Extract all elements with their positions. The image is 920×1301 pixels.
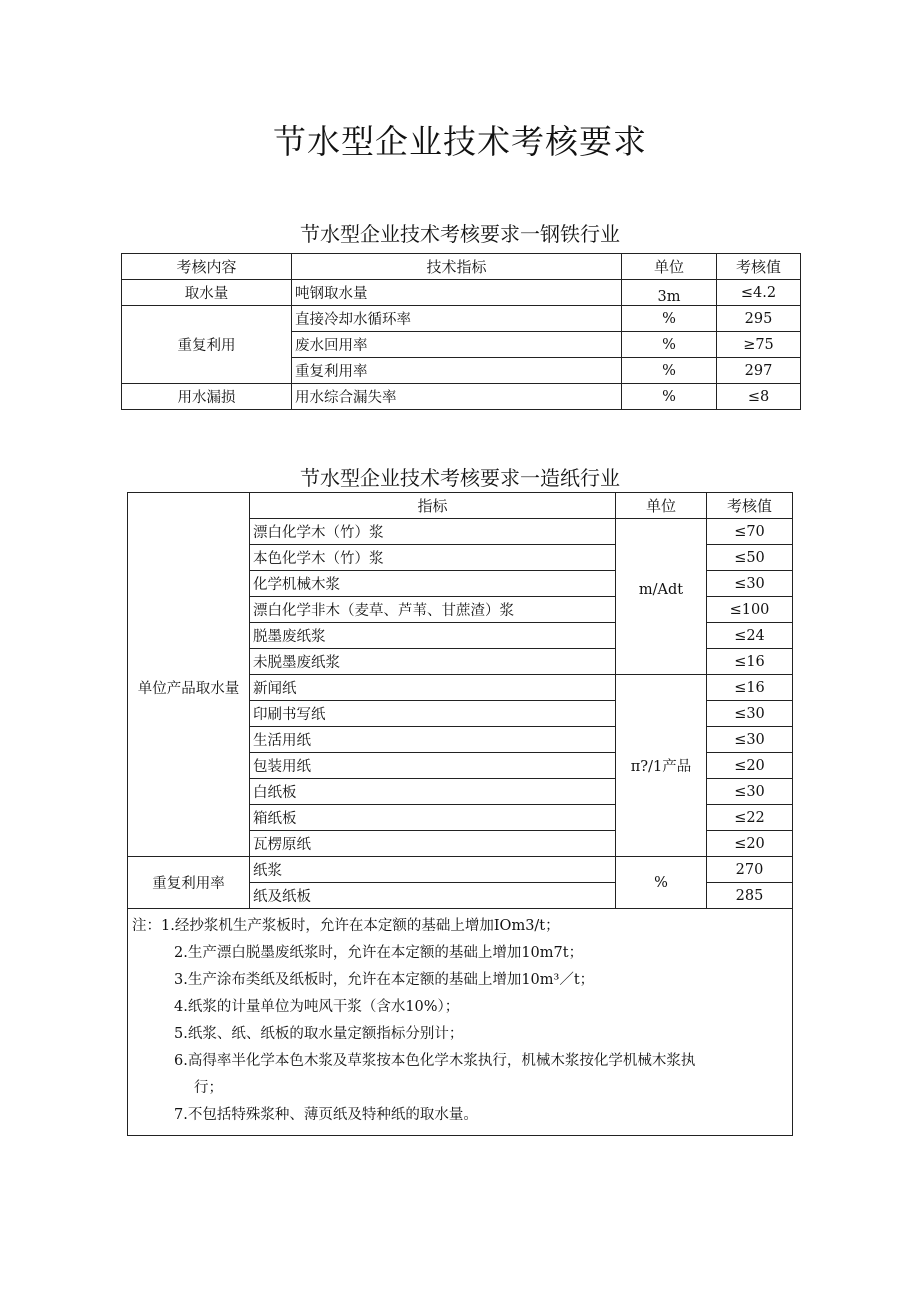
note-line: 注：1.经抄浆机生产浆板时，允许在本定额的基础上增加IOm3/t； [132, 918, 560, 934]
indicator-cell: 吨钢取水量 [292, 280, 622, 306]
value-cell: ≤100 [707, 597, 793, 623]
page-title: 节水型企业技术考核要求 [273, 122, 647, 161]
category-cell: 重复利用 [122, 306, 292, 384]
notes-row [128, 909, 793, 1136]
value-cell: ≤30 [707, 571, 793, 597]
indicator-cell: 纸浆 [250, 857, 616, 883]
indicator-cell: 漂白化学木（竹）浆 [250, 519, 616, 545]
indicator-cell: 生活用纸 [250, 727, 616, 753]
value-cell: ≤4.2 [717, 280, 801, 306]
indicator-cell: 脱墨废纸浆 [250, 623, 616, 649]
table-row [122, 306, 801, 332]
paper-table [127, 492, 793, 1136]
value-cell: ≤20 [707, 831, 793, 857]
value-cell: ≤50 [707, 545, 793, 571]
value-cell: ≤70 [707, 519, 793, 545]
value-cell: ≤24 [707, 623, 793, 649]
value-cell: ≤20 [707, 753, 793, 779]
note-line: 行； [194, 1080, 223, 1096]
value-cell: ≤30 [707, 701, 793, 727]
note-line: 7.不包括特殊浆种、薄页纸及特种纸的取水量。 [174, 1107, 478, 1123]
paper-header-unit: 单位 [616, 493, 707, 519]
steel-header-value: 考核值 [717, 254, 801, 280]
paper-header-value: 考核值 [707, 493, 793, 519]
table-row [122, 280, 801, 306]
paper-header-indicator: 指标 [250, 493, 616, 519]
unit-cell: π?/1产品 [616, 675, 707, 857]
value-cell: 285 [707, 883, 793, 909]
steel-table [121, 253, 801, 410]
value-cell: 295 [717, 306, 801, 332]
indicator-cell: 化学机械木浆 [250, 571, 616, 597]
steel-header-unit: 单位 [622, 254, 717, 280]
category-cell: 取水量 [122, 280, 292, 306]
steel-header-row [122, 254, 801, 280]
table-row [122, 384, 801, 410]
blank-header-cell [128, 493, 250, 519]
paper-header-row [128, 493, 793, 519]
notes-cell [128, 909, 793, 1136]
note-line: 6.高得率半化学本色木浆及草浆按本色化学木浆执行，机械木浆按化学机械木浆执 [174, 1053, 696, 1069]
value-cell: ≤8 [717, 384, 801, 410]
unit-cell: % [622, 384, 717, 410]
table-row [128, 519, 793, 545]
category-cell: 重复利用率 [128, 857, 250, 909]
value-cell: ≤16 [707, 675, 793, 701]
indicator-cell: 用水综合漏失率 [292, 384, 622, 410]
indicator-cell: 本色化学木（竹）浆 [250, 545, 616, 571]
indicator-cell: 漂白化学非木（麦草、芦苇、甘蔗渣）浆 [250, 597, 616, 623]
value-cell: 297 [717, 358, 801, 384]
indicator-cell: 未脱墨废纸浆 [250, 649, 616, 675]
value-cell: 270 [707, 857, 793, 883]
indicator-cell: 废水回用率 [292, 332, 622, 358]
steel-header-category: 考核内容 [122, 254, 292, 280]
note-line: 4.纸浆的计量单位为吨风干浆（含水10%）； [174, 999, 460, 1015]
value-cell: ≥75 [717, 332, 801, 358]
indicator-cell: 白纸板 [250, 779, 616, 805]
note-line: 5.纸浆、纸、纸板的取水量定额指标分别计； [174, 1026, 464, 1042]
note-line: 2.生产漂白脱墨废纸浆时，允许在本定额的基础上增加10m7t； [174, 945, 584, 961]
indicator-cell: 纸及纸板 [250, 883, 616, 909]
value-cell: ≤30 [707, 727, 793, 753]
value-cell: ≤16 [707, 649, 793, 675]
unit-cell: % [622, 332, 717, 358]
unit-cell: % [622, 358, 717, 384]
category-cell: 单位产品取水量 [128, 519, 250, 857]
indicator-cell: 包装用纸 [250, 753, 616, 779]
unit-cell: m/Adt [616, 519, 707, 675]
category-cell: 用水漏损 [122, 384, 292, 410]
steel-table-title: 节水型企业技术考核要求一钢铁行业 [300, 222, 620, 246]
paper-table-title: 节水型企业技术考核要求一造纸行业 [300, 466, 620, 490]
indicator-cell: 瓦楞原纸 [250, 831, 616, 857]
table-row [128, 857, 793, 883]
steel-header-indicator: 技术指标 [292, 254, 622, 280]
indicator-cell: 箱纸板 [250, 805, 616, 831]
unit-cell: 3m [622, 280, 717, 306]
value-cell: ≤22 [707, 805, 793, 831]
unit-cell: % [622, 306, 717, 332]
indicator-cell: 印刷书写纸 [250, 701, 616, 727]
unit-cell: % [616, 857, 707, 909]
value-cell: ≤30 [707, 779, 793, 805]
note-line: 3.生产涂布类纸及纸板时，允许在本定额的基础上增加10m³／t； [174, 972, 595, 988]
indicator-cell: 新闻纸 [250, 675, 616, 701]
indicator-cell: 重复利用率 [292, 358, 622, 384]
indicator-cell: 直接冷却水循环率 [292, 306, 622, 332]
